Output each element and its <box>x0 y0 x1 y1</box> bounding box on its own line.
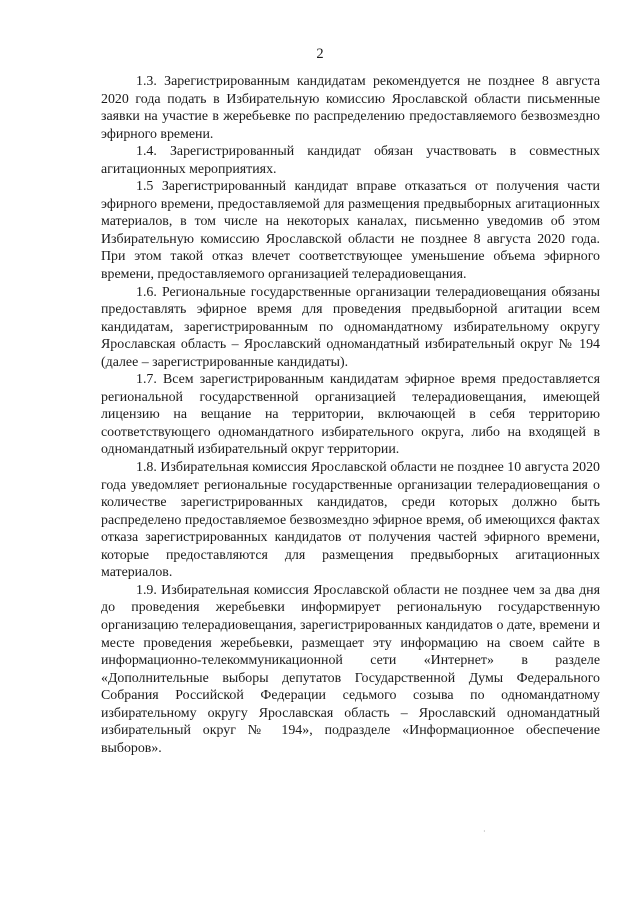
scan-speck: · <box>483 827 486 836</box>
page-number: 2 <box>316 46 324 62</box>
paragraph-1-9: 1.9. Избирательная комиссия Ярославской области не позднее чем за два дня до проведения жеребьевки информирует региональную государственную организацию телерадиовещания, зарегистрированных кандидатов о дате, времени и месте проведения жеребьевки, размещает эту информацию на своем сайте в информационно-телекоммуникационной сети «Интернет» в разделе «Дополнительные выборы депутатов Государственной Думы Федерального Собрания Российской Федерации седьмого созыва по одномандатному избирательному округу Ярославская область – Ярославский одномандатный избирательный округ № 194», подразделе «Информационное обеспечение выборов». <box>101 582 600 756</box>
paragraph-1-3: 1.3. Зарегистрированным кандидатам рекомендуется не позднее 8 августа 2020 года подать в Избирательную комиссию Ярославской области письменные заявки на участие в жеребьевке по распределению предоставляемого безвозмездно эфирного времени. <box>101 74 600 142</box>
paragraph-1-6: 1.6. Региональные государственные организации телерадиовещания обязаны предоставлять эфирное время для проведения предвыборной агитации всем кандидатам, зарегистрированным по одномандатному избирательному округу Ярославская область – Ярославский одномандатный избирательный округ № 194 (далее – зарегистрированные кандидаты). <box>101 284 600 370</box>
paragraph-1-7: 1.7. Всем зарегистрированным кандидатам эфирное время предоставляется региональной государственной организацией телерадиовещания, имеющей лицензию на вещание на территории, включающей в себя территорию соответствующего одномандатного избирательного округа, либо на входящей в одномандатный избирательный округ территории. <box>101 372 600 458</box>
paragraph-1-5: 1.5 Зарегистрированный кандидат вправе отказаться от получения части эфирного времени, предоставляемой для размещения предвыборных агитационных материалов, в том числе на некоторых каналах, письменно уведомив об этом Избирательную комиссию Ярославской области не позднее 8 августа 2020 года. При этом такой отказ влечет соответствующее уменьшение объема эфирного времени, предоставляемого организацией телерадиовещания. <box>101 179 600 283</box>
paragraph-1-4: 1.4. Зарегистрированный кандидат обязан участвовать в совместных агитационных мероприятиях. <box>101 144 600 177</box>
paragraph-1-8: 1.8. Избирательная комиссия Ярославской области не позднее 10 августа 2020 года уведомляет региональные государственные организации телерадиовещания о количестве зарегистрированных кандидатов, среди которых должно быть распределено предоставляемое безвозмездно эфирное время, об имеющихся фактах отказа зарегистрированных кандидатов от получения частей эфирного времени, которые предоставляются для размещения предвыборных агитационных материалов. <box>101 460 600 581</box>
document-body <box>101 73 600 757</box>
